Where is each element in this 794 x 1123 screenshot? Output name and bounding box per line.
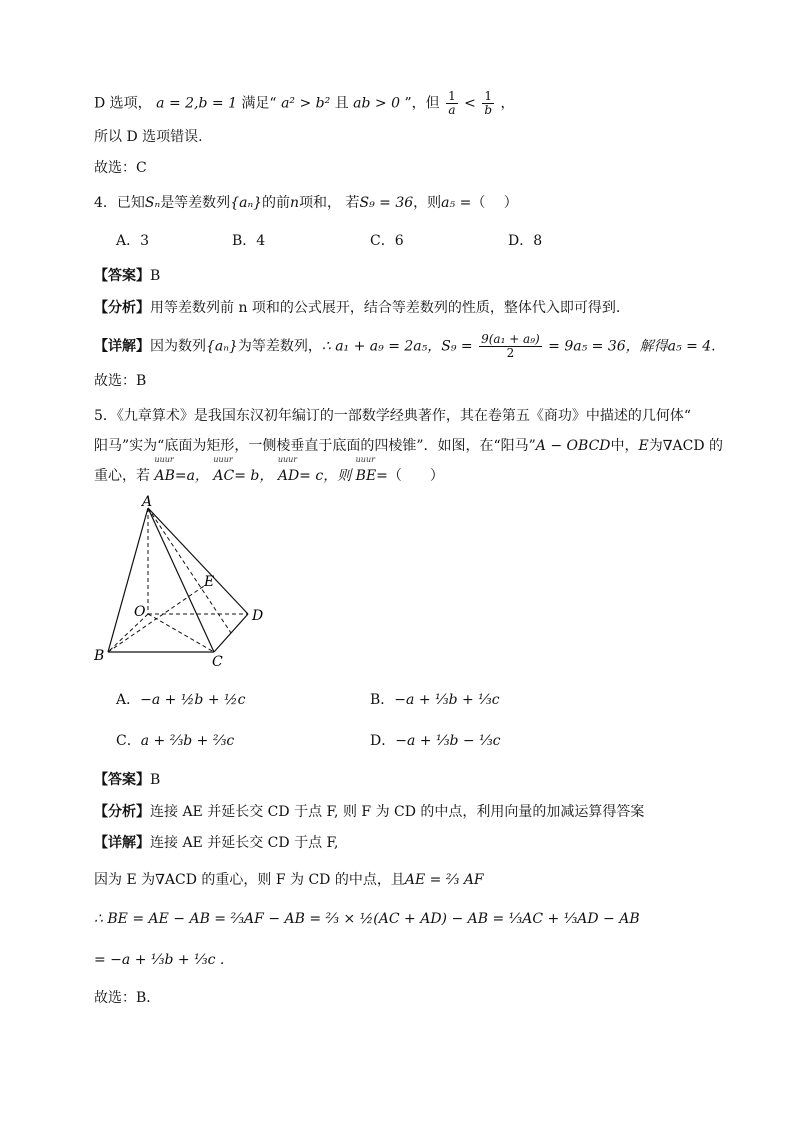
less-than: < [464,95,476,112]
q5-final: 故选：B． [94,990,161,1006]
q5-detail-4: = −a + ⅓b + ⅓c . [94,952,225,968]
text: 满足“ [241,95,277,112]
q5-stem-1: 5．《九章算术》是我国东汉初年编订的一部数学经典著作，其在卷第五《商功》中描述的几何体“ [94,408,692,424]
segment-oc [148,614,214,652]
q4-detail: 【详解】因为数列{aₙ}为等差数列，∴ a₁ + a₉ = 2a₅，S₉ = $\frac{\text{9(a₁ + a₉)}}{2}$ = 9a₅ = 36，解得a₅ = 4. [94,332,716,360]
math-condition: a = 2,b = 1 [156,95,237,112]
fraction: $\frac{1}{a}$ [448,89,456,117]
q4-option-c: C．6 [370,233,404,249]
vector-ad: uuur AD [277,455,300,484]
label-e: E [204,574,215,590]
q5-analysis: 【分析】连接 AE 并延长交 CD 于点 F, 则 F 为 CD 的中点，利用向量的加减运算得答案 [94,804,645,820]
q5-stem-3: 重心，若 uuur AB=a， uuur AC= b， uuur AD= c，则 uuur BE=（ ） [94,455,444,484]
fraction: $\frac{1}{b}$ [484,89,493,117]
q5-detail-1: 【详解】连接 AE 并延长交 CD 于点 F, [94,835,339,851]
label-o: O [134,604,146,620]
edge-ad [148,508,248,614]
q4-option-d: D．8 [508,233,543,249]
q4-stem: 4．已知Sₙ是等差数列{aₙ}的前n项和， 若S₉ = 36，则a₅ =（ ） [94,195,518,211]
pyramid-figure [94,494,274,674]
edge-ab [108,508,148,652]
label-b: B [94,648,105,664]
d-option-line [94,90,515,117]
choice-line: 故选：C [94,160,147,176]
segment-af [148,508,231,633]
vector-ab: uuur AB [154,455,175,484]
q5-detail-2: 因为 E 为∇ACD 的重心，则 F 为 CD 的中点，且AE = ⅔ AF [94,872,484,888]
q5-option-b: B．−a + ⅓b + ⅓c [370,692,500,708]
vector-ac: uuur AC [213,455,235,484]
q4-analysis: 【分析】用等差数列前 n 项和的公式展开，结合等差数列的性质，整体代入即可得到. [94,300,621,316]
label-a: A [142,494,153,510]
q5-answer: 【答案】B [94,772,161,788]
q5-detail-3: ∴ BE = AE − AB = ⅔AF − AB = ⅔ × ½(AC + AD) − AB = ⅓AC + ⅓AD − AB [94,911,640,927]
math-inequality: a² > b² [281,95,331,112]
text: ”，但 [404,95,440,112]
q5-option-a: A．−a + ½b + ½c [116,692,246,708]
text: ， [500,95,515,112]
q4-final: 故选：B [94,373,147,389]
q5-stem-2: 阳马”实为“底面为矩形，一侧棱垂直于底面的四棱锥”．如图，在“阳马”A − OBCD中，E为∇ACD 的 [94,438,724,454]
label-c: C [212,654,223,670]
fraction: $\frac{\text{9(a₁ + a₉)}}{2}$ [481,332,540,360]
text: 且 [334,95,349,112]
math-inequality: ab > 0 [353,95,400,112]
text: D 选项， [94,95,152,112]
q4-option-a: A．3 [116,233,150,249]
vector-be: uuur BE [355,455,377,484]
conclusion-line: 所以 D 选项错误. [94,129,203,145]
q5-option-d: D．−a + ⅓b − ⅓c [370,733,501,749]
q4-option-b: B．4 [232,233,266,249]
q5-option-c: C．a + ⅔b + ⅔c [116,733,235,749]
label-d: D [252,608,264,624]
q4-answer: 【答案】B [94,268,161,284]
